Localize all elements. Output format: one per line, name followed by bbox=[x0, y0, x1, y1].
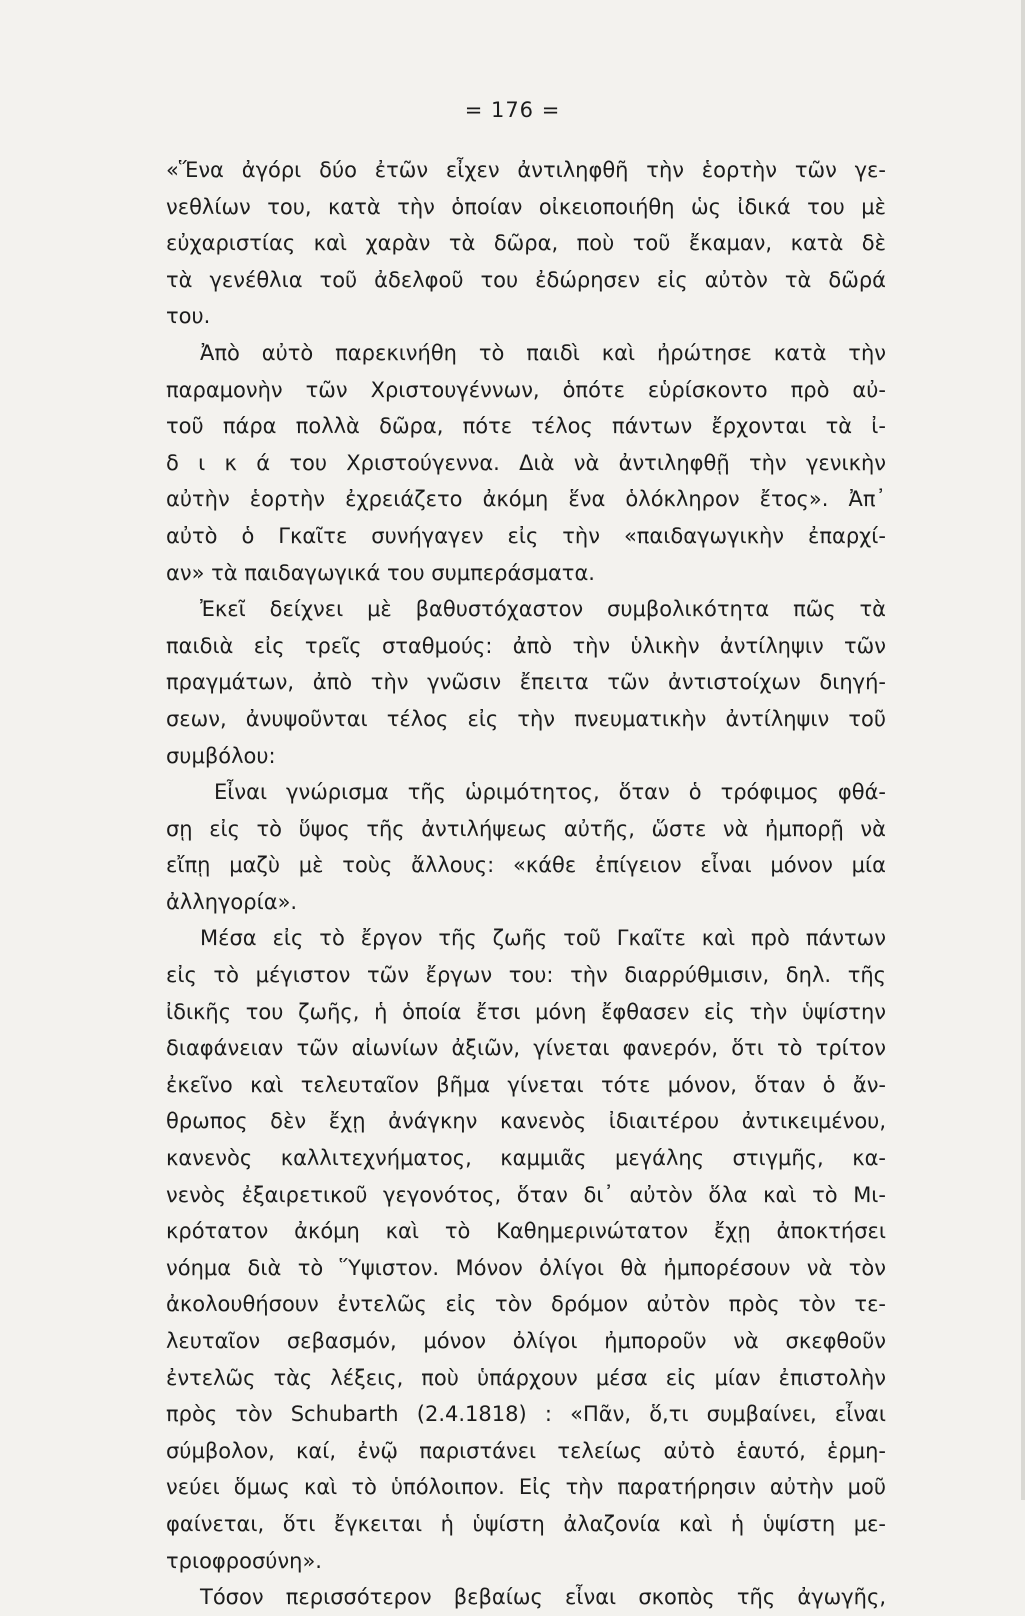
text-line: Τόσον περισσότερον βεβαίως εἶναι σκοπὸς τῆς ἀγωγῆς, bbox=[200, 1585, 886, 1610]
text-line: σεων, ἀνυψοῦνται τέλος εἰς τὴν πνευματικὴν ἀντίληψιν τοῦ bbox=[166, 706, 886, 731]
text-line: Ἀπὸ αὐτὸ παρεκινήθη τὸ παιδὶ καὶ ἠρώτησε κατὰ τὴν bbox=[200, 340, 886, 365]
text-line: δ ι κ ά του Χριστούγεννα. Διὰ νὰ ἀντιληφθῇ τὴν γενικὴν bbox=[166, 450, 886, 475]
text-line: «Ἕνα ἀγόρι δύο ἐτῶν εἶχεν ἀντιληφθῆ τὴν ἑορτὴν τῶν γε- bbox=[166, 158, 886, 182]
text-line: θρωπος δὲν ἔχῃ ἀνάγκην κανενὸς ἰδιαιτέρου ἀντικειμένου, bbox=[166, 1109, 886, 1134]
text-line: ἐντελῶς τὰς λέξεις, ποὺ ὑπάρχουν μέσα εἰς μίαν ἐπιστολὴν bbox=[166, 1365, 886, 1390]
text-line: σῃ εἰς τὸ ὕψος τῆς ἀντιλήψεως αὐτῆς, ὥστε νὰ ἠμπορῇ νὰ bbox=[166, 816, 886, 841]
text-line: ἰδικῆς του ζωῆς, ἡ ὁποία ἔτσι μόνη ἔφθασεν εἰς τὴν ὑψίστην bbox=[166, 999, 886, 1024]
text-line: τοῦ πάρα πολλὰ δῶρα, πότε τέλος πάντων ἔρχονται τὰ ἰ- bbox=[166, 414, 886, 439]
text-line: αὐτὸ ὁ Γκαῖτε συνήγαγεν εἰς τὴν «παιδαγωγικὴν ἐπαρχί- bbox=[166, 523, 886, 548]
text-line: λευταῖον σεβασμόν, μόνον ὀλίγοι ἠμποροῦν νὰ σκεφθοῦν bbox=[166, 1329, 886, 1353]
text-line: συμβόλου: bbox=[166, 743, 276, 768]
text-line: νόημα διὰ τὸ Ὕψιστον. Μόνον ὀλίγοι θὰ ἠμπορέσουν νὰ τὸν bbox=[166, 1255, 886, 1280]
text-line: διαφάνειαν τῶν αἰωνίων ἀξιῶν, γίνεται φανερόν, ὅτι τὸ τρίτον bbox=[166, 1036, 886, 1061]
text-line: κρότατον ἀκόμη καὶ τὸ Καθημερινώτατον ἔχῃ ἀποκτήσει bbox=[166, 1219, 886, 1244]
text-line: του. bbox=[166, 304, 211, 329]
text-line: πρὸς τὸν Schubarth (2.4.1818) : «Πᾶν, ὅ,τι συμβαίνει, εἶναι bbox=[166, 1402, 886, 1427]
text-line: Μέσα εἰς τὸ ἔργον τῆς ζωῆς τοῦ Γκαῖτε καὶ πρὸ πάντων bbox=[200, 926, 886, 951]
text-line: παιδιὰ εἰς τρεῖς σταθμούς: ἀπὸ τὴν ὑλικὴν ἀντίληψιν τῶν bbox=[166, 633, 886, 658]
text-line: ἀκολουθήσουν ἐντελῶς εἰς τὸν δρόμον αὐτὸν πρὸς τὸν τε- bbox=[166, 1292, 886, 1317]
text-line: νεθλίων του, κατὰ τὴν ὁποίαν οἰκειοποιήθη ὡς ἰδικά του μὲ bbox=[166, 194, 886, 219]
text-line: Ἐκεῖ δείχνει μὲ βαθυστόχαστον συμβολικότητα πῶς τὰ bbox=[200, 597, 886, 622]
text-line: κανενὸς καλλιτεχνήματος, καμμιᾶς μεγάλης στιγμῆς, κα- bbox=[166, 1146, 886, 1171]
text-line: ἐκεῖνο καὶ τελευταῖον βῆμα γίνεται τότε μόνον, ὅταν ὁ ἄν- bbox=[166, 1072, 886, 1097]
text-line: τὰ γενέθλια τοῦ ἀδελφοῦ του ἐδώρησεν εἰς αὐτὸν τὰ δῶρά bbox=[166, 267, 886, 292]
text-line: αν» τὰ παιδαγωγικά του συμπεράσματα. bbox=[166, 560, 595, 585]
text-line: νεύει ὅμως καὶ τὸ ὑπόλοιπον. Εἰς τὴν παρατήρησιν αὐτὴν μοῦ bbox=[166, 1475, 886, 1500]
text-line: αὐτὴν ἑορτὴν ἐχρειάζετο ἀκόμη ἕνα ὁλόκληρον ἔτος». Ἀπ᾽ bbox=[166, 487, 886, 512]
text-line: τριοφροσύνη». bbox=[166, 1548, 322, 1573]
text-line: παραμονὴν τῶν Χριστουγέννων, ὁπότε εὑρίσκοντο πρὸ αὐ- bbox=[166, 377, 886, 402]
text-line: Εἶναι γνώρισμα τῆς ὡριμότητος, ὅταν ὁ τρόφιμος φθά- bbox=[214, 780, 886, 805]
text-line: σύμβολον, καί, ἐνῷ παριστάνει τελείως αὐτὸ ἑαυτό, ἑρμη- bbox=[166, 1438, 886, 1463]
text-line: εἰς τὸ μέγιστον τῶν ἔργων του: τὴν διαρρύθμισιν, δηλ. τῆς bbox=[166, 963, 886, 988]
text-line: φαίνεται, ὅτι ἔγκειται ἡ ὑψίστη ἀλαζονία καὶ ἡ ὑψίστη με- bbox=[166, 1511, 886, 1536]
body-text bbox=[166, 152, 886, 1616]
text-line: εἴπῃ μαζὺ μὲ τοὺς ἄλλους: «κάθε ἐπίγειον εἶναι μόνον μία bbox=[166, 853, 886, 878]
text-line: εὐχαριστίας καὶ χαρὰν τὰ δῶρα, ποὺ τοῦ ἔκαμαν, κατὰ δὲ bbox=[166, 231, 886, 256]
text-line: νενὸς ἐξαιρετικοῦ γεγονότος, ὅταν δι᾽ αὐτὸν ὅλα καὶ τὸ Μι- bbox=[166, 1182, 886, 1207]
text-line: πραγμάτων, ἀπὸ τὴν γνῶσιν ἔπειτα τῶν ἀντιστοίχων διηγή- bbox=[166, 670, 886, 695]
text-line: ἀλληγορία». bbox=[166, 889, 298, 914]
page-number: = 176 = bbox=[464, 98, 561, 122]
page-edge bbox=[1021, 0, 1025, 1500]
